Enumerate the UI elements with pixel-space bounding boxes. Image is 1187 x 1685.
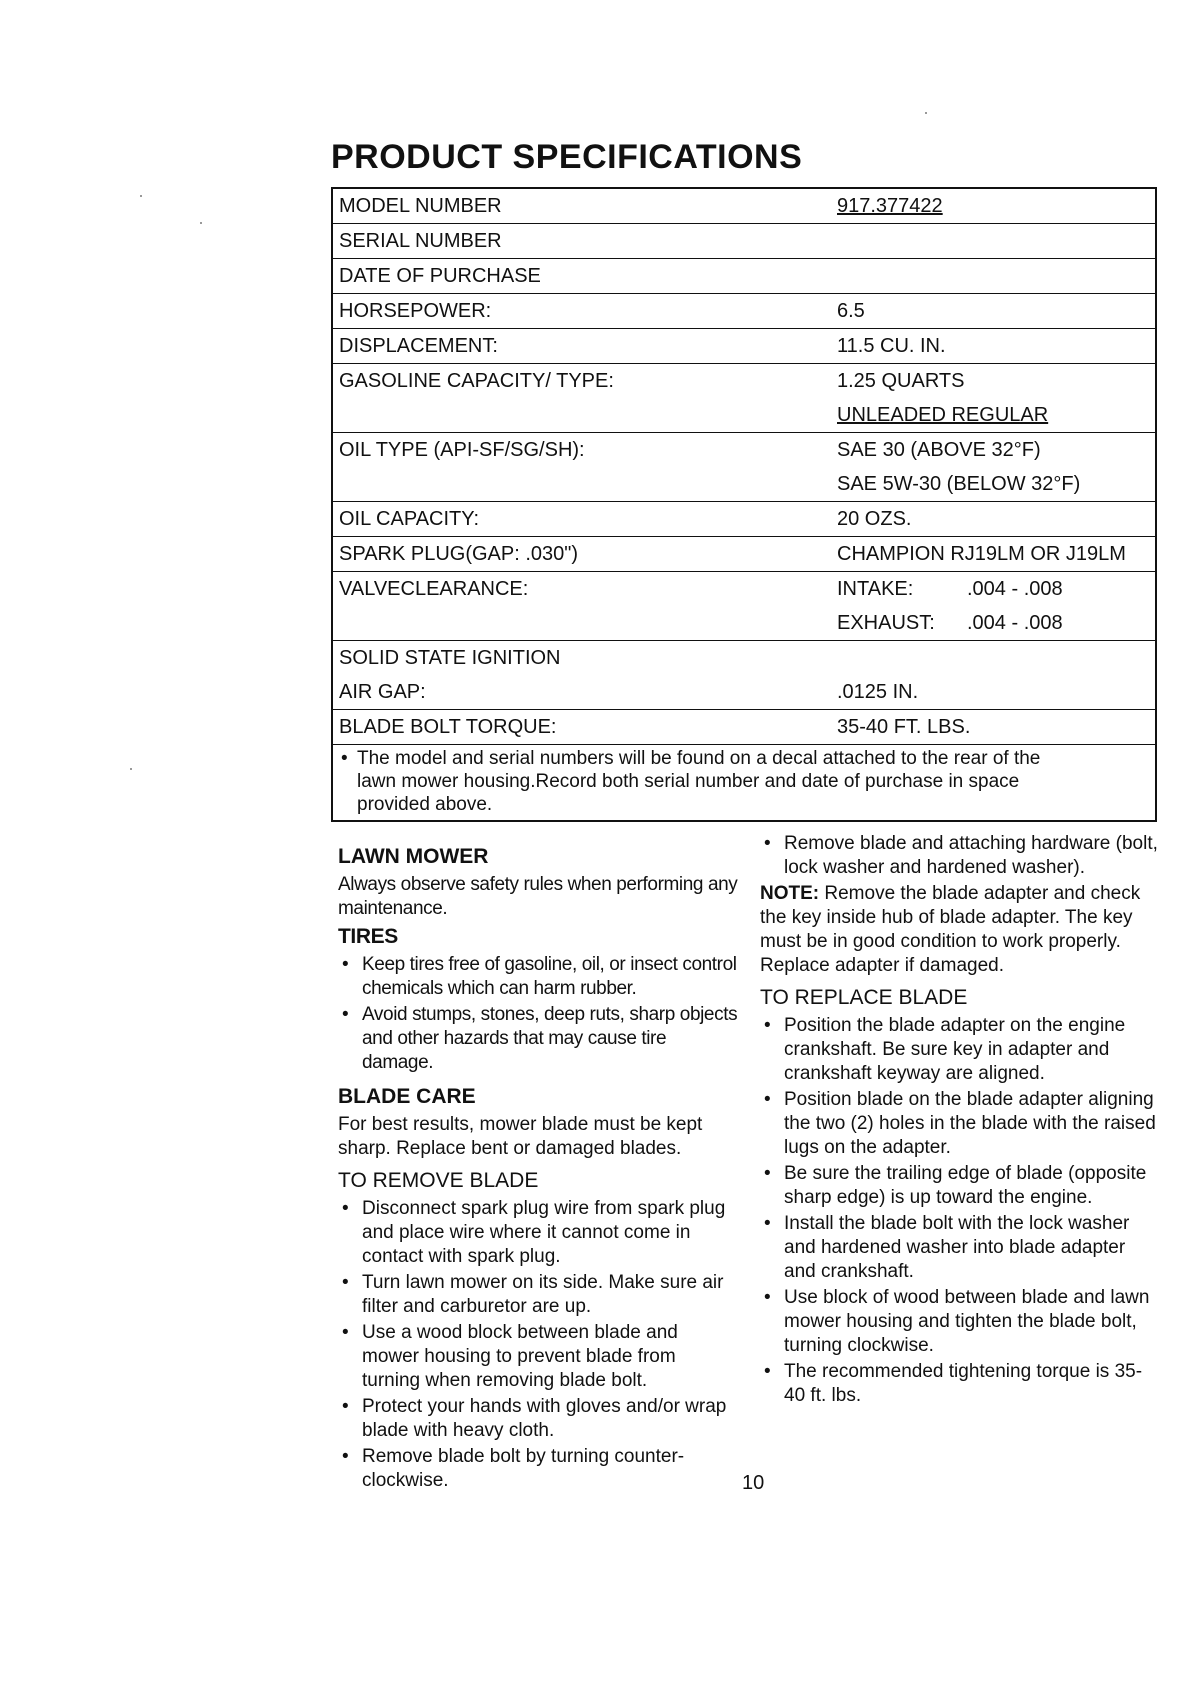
list-item: • Keep tires free of gasoline, oil, or insect control chemicals which can harm rubber. bbox=[338, 953, 738, 1001]
spec-value bbox=[837, 224, 1155, 258]
spec-value: 11.5 CU. IN. bbox=[837, 335, 946, 357]
blade-care-heading: BLADE CARE bbox=[338, 1085, 476, 1108]
list-item: • Use block of wood between blade and lawn mower housing and tighten the blade bolt, turning clockwise. bbox=[760, 1286, 1160, 1358]
spec-label: MODEL NUMBER bbox=[339, 195, 502, 217]
spec-value: 1.25 QUARTS bbox=[837, 370, 965, 392]
spec-row-horsepower bbox=[333, 294, 1155, 329]
spec-table bbox=[331, 187, 1157, 822]
spec-row-blade-torque bbox=[333, 710, 1155, 745]
list-item: • Disconnect spark plug wire from spark plug and place wire where it cannot come in contact with spark plug. bbox=[338, 1197, 738, 1269]
scan-speck bbox=[925, 112, 927, 114]
remove-blade-list bbox=[338, 1197, 738, 1493]
note-line-1: The model and serial numbers will be found on a decal attached to the rear of the bbox=[357, 748, 1041, 769]
note-line-2: lawn mower housing.Record both serial number and date of purchase in space bbox=[357, 771, 1020, 792]
spec-row-gasoline bbox=[333, 364, 1155, 433]
spec-label: BLADE BOLT TORQUE: bbox=[339, 716, 557, 738]
note-paragraph bbox=[760, 882, 1160, 978]
spec-value bbox=[837, 641, 1155, 675]
spec-value bbox=[837, 259, 1155, 293]
spec-value-2: UNLEADED REGULAR bbox=[837, 404, 1049, 426]
spec-label: VALVECLEARANCE: bbox=[339, 578, 529, 600]
bullet-icon: • bbox=[341, 748, 348, 769]
list-item: • Use a wood block between blade and mower housing to prevent blade from turning when removing blade bolt. bbox=[338, 1321, 738, 1393]
note-label: NOTE: bbox=[760, 883, 820, 904]
spec-row-oil-type bbox=[333, 433, 1155, 502]
spec-label: HORSEPOWER: bbox=[339, 300, 492, 322]
lawn-mower-heading: LAWN MOWER bbox=[338, 845, 489, 868]
remove-blade-list-cont bbox=[760, 832, 1160, 880]
spec-label: DATE OF PURCHASE bbox=[339, 265, 541, 287]
list-item: • Remove blade bolt by turning counter-clockwise. bbox=[338, 1445, 738, 1493]
tires-list bbox=[338, 953, 738, 1075]
spec-row-date bbox=[333, 259, 1155, 294]
spec-value: INTAKE: bbox=[837, 578, 914, 600]
list-item: • Position the blade adapter on the engine crankshaft. Be sure key in adapter and crankshaft keyway are aligned. bbox=[760, 1014, 1160, 1086]
spec-row-model bbox=[333, 189, 1155, 224]
spec-value: SAE 30 (ABOVE 32°F) bbox=[837, 439, 1041, 461]
spec-row-serial bbox=[333, 224, 1155, 259]
spec-row-valve bbox=[333, 572, 1155, 641]
list-item: • The recommended tightening torque is 35-40 ft. lbs. bbox=[760, 1360, 1160, 1408]
spec-value: 917.377422 bbox=[837, 195, 943, 217]
spec-row-oil-capacity bbox=[333, 502, 1155, 537]
spec-label: DISPLACEMENT: bbox=[339, 335, 498, 357]
note-text: Remove the blade adapter and check the key inside hub of blade adapter. The key must be in good condition to work properly. Replace adapter if damaged. bbox=[760, 883, 1141, 976]
right-column bbox=[760, 832, 1160, 1410]
spec-value: 35-40 FT. LBS. bbox=[837, 716, 971, 738]
spec-label: SPARK PLUG(GAP: .030") bbox=[339, 543, 579, 565]
scan-speck bbox=[200, 222, 202, 224]
page-number: 10 bbox=[742, 1472, 765, 1494]
tires-heading: TIRES bbox=[338, 925, 398, 948]
lawn-mower-text: Always observe safety rules when performing any maintenance. bbox=[338, 874, 738, 919]
list-item: • Avoid stumps, stones, deep ruts, sharp objects and other hazards that may cause tire damage. bbox=[338, 1003, 738, 1075]
note-line-3: provided above. bbox=[357, 794, 493, 815]
list-item: • Be sure the trailing edge of blade (opposite sharp edge) is up toward the engine. bbox=[760, 1162, 1160, 1210]
spec-value-range: .004 - .008 bbox=[967, 578, 1063, 600]
left-column bbox=[338, 845, 738, 1495]
scan-speck bbox=[130, 768, 132, 770]
spec-value-2: EXHAUST: bbox=[837, 612, 935, 634]
replace-blade-list bbox=[760, 1014, 1160, 1408]
list-item: • Remove blade and attaching hardware (bolt, lock washer and hardened washer). bbox=[760, 832, 1160, 880]
spec-label: SERIAL NUMBER bbox=[339, 230, 502, 252]
spec-label: SOLID STATE IGNITION bbox=[339, 647, 561, 669]
spec-note bbox=[333, 745, 1155, 820]
list-item: • Position blade on the blade adapter aligning the two (2) holes in the blade with the raised lugs on the adapter. bbox=[760, 1088, 1160, 1160]
spec-label-2: AIR GAP: bbox=[339, 681, 426, 703]
spec-value-2-range: .004 - .008 bbox=[967, 612, 1063, 634]
spec-value: CHAMPION RJ19LM OR J19LM bbox=[837, 543, 1126, 565]
spec-value: 6.5 bbox=[837, 300, 865, 322]
spec-value: 20 OZS. bbox=[837, 508, 912, 530]
spec-label: OIL TYPE (API-SF/SG/SH): bbox=[339, 439, 585, 461]
page-title: PRODUCT SPECIFICATIONS bbox=[331, 138, 803, 176]
spec-row-spark-plug bbox=[333, 537, 1155, 572]
list-item: • Protect your hands with gloves and/or wrap blade with heavy cloth. bbox=[338, 1395, 738, 1443]
blade-care-text: For best results, mower blade must be kept sharp. Replace bent or damaged blades. bbox=[338, 1114, 703, 1159]
scan-speck bbox=[140, 195, 142, 197]
spec-row-displacement bbox=[333, 329, 1155, 364]
replace-blade-heading: TO REPLACE BLADE bbox=[760, 986, 968, 1009]
list-item: • Install the blade bolt with the lock washer and hardened washer into blade adapter and crankshaft. bbox=[760, 1212, 1160, 1284]
remove-blade-heading: TO REMOVE BLADE bbox=[338, 1169, 539, 1192]
spec-value-2: .0125 IN. bbox=[837, 681, 919, 703]
spec-value-2: SAE 5W-30 (BELOW 32°F) bbox=[837, 473, 1081, 495]
spec-row-ignition bbox=[333, 641, 1155, 710]
spec-label: GASOLINE CAPACITY/ TYPE: bbox=[339, 370, 614, 392]
list-item: • Turn lawn mower on its side. Make sure air filter and carburetor are up. bbox=[338, 1271, 738, 1319]
spec-label: OIL CAPACITY: bbox=[339, 508, 480, 530]
